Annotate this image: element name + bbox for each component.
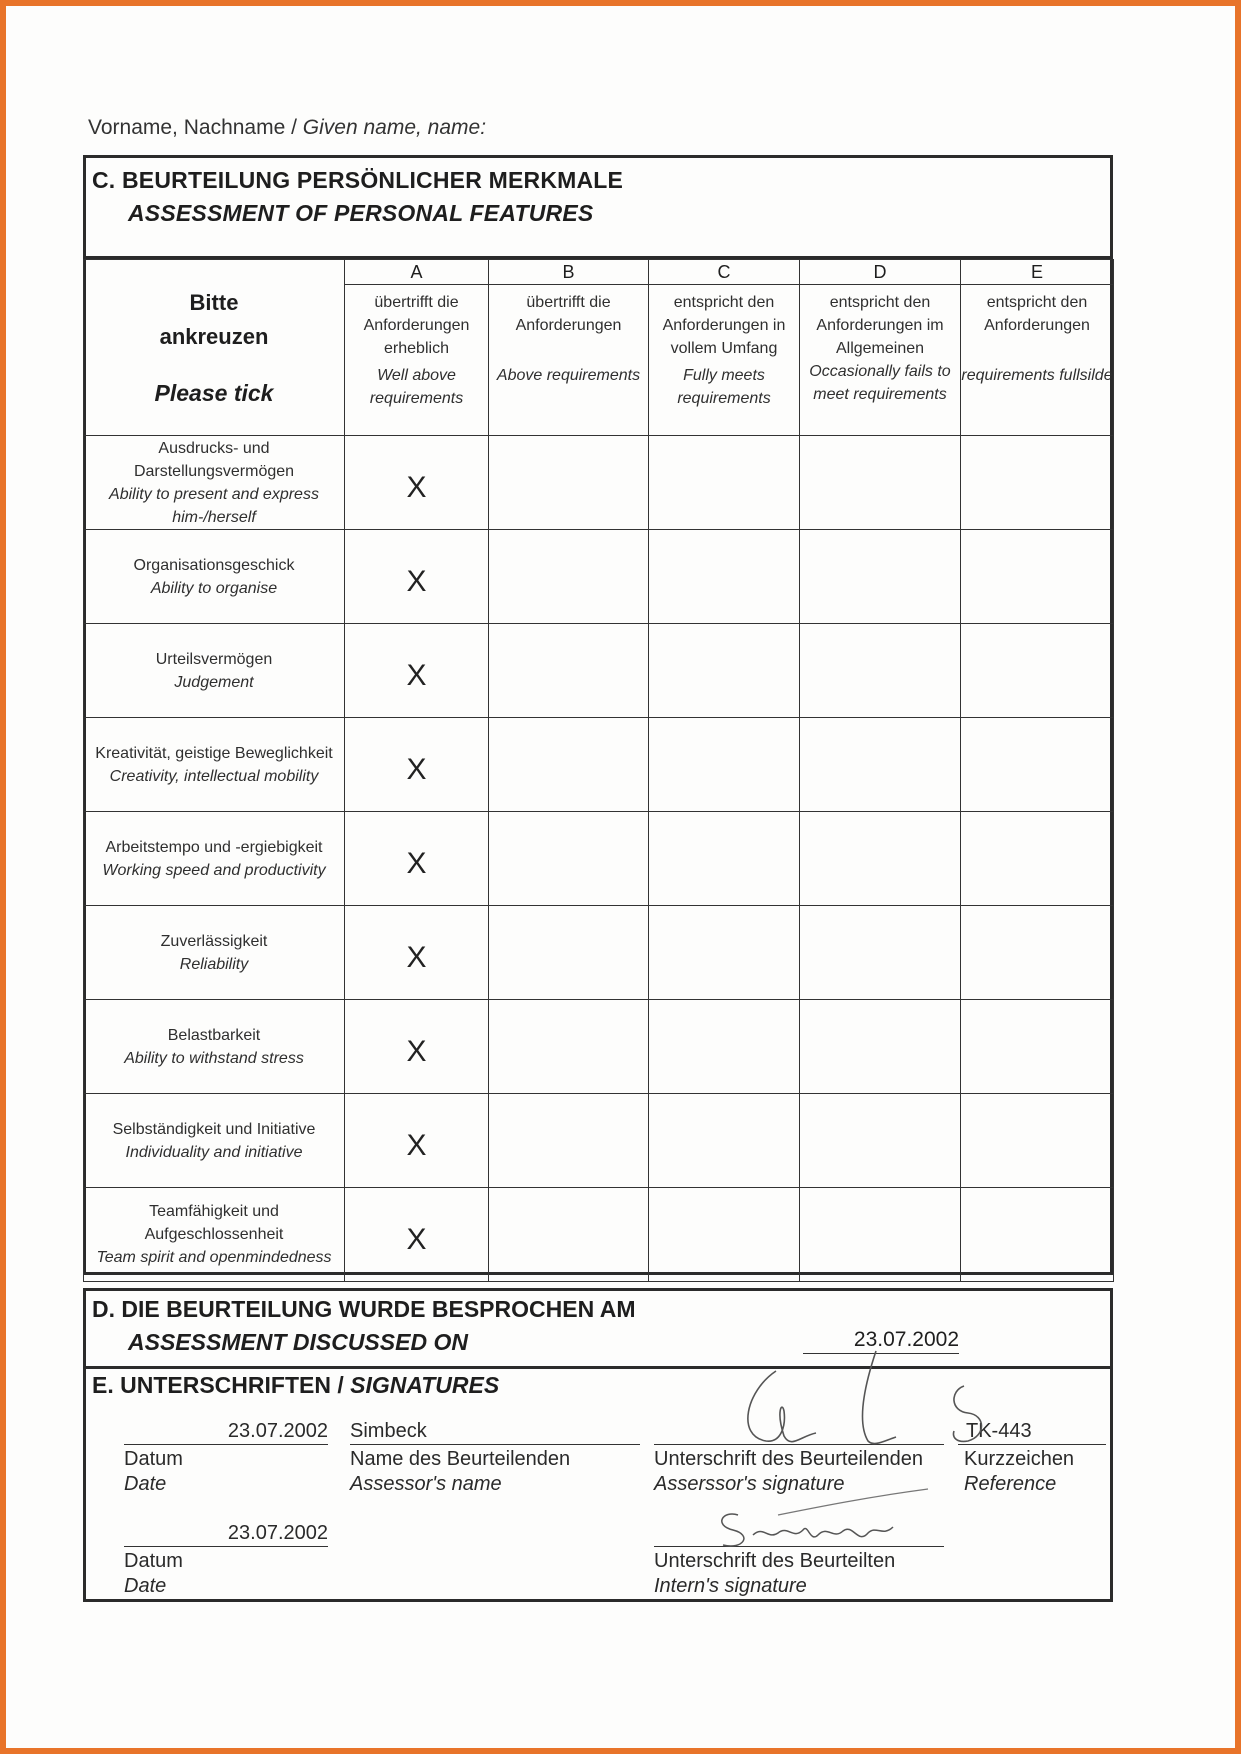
rating-cell-b[interactable] <box>489 530 649 624</box>
rating-cell-d[interactable] <box>800 718 961 812</box>
rating-cell-d[interactable] <box>800 1000 961 1094</box>
column-desc-de: übertrifft die Anforderungen <box>515 294 622 334</box>
criterion-en: Reliability <box>179 955 249 973</box>
rating-cell-e[interactable] <box>961 906 1114 1000</box>
criterion-cell <box>84 812 345 906</box>
intern-signature-scribble <box>678 1485 938 1565</box>
assessor-signature-label-en: Asserssor's signature <box>654 1473 845 1495</box>
criterion-cell <box>84 1000 345 1094</box>
rating-cell-b[interactable] <box>489 812 649 906</box>
assessor-signature-label-de: Unterschrift des Beurteilenden <box>654 1448 924 1470</box>
criterion-en: Judgement <box>174 673 254 691</box>
criterion-de: Selbständigkeit und Initiative <box>112 1120 316 1138</box>
assessment-row <box>84 812 1114 906</box>
tick-mark: X <box>406 564 427 598</box>
section-d-title-de: D. DIE BEURTEILUNG WURDE BESPROCHEN AM <box>92 1296 636 1322</box>
assessment-row <box>84 624 1114 718</box>
date-label-de: Datum <box>124 1448 183 1470</box>
criterion-de: Belastbarkeit <box>167 1026 261 1044</box>
reference-label-de: Kurzzeichen <box>964 1448 1075 1470</box>
section-c-title-en: ASSESSMENT OF PERSONAL FEATURES <box>128 200 594 226</box>
assessment-row <box>84 1094 1114 1188</box>
criterion-cell <box>84 624 345 718</box>
column-desc-c <box>649 285 800 436</box>
rating-cell-e[interactable] <box>961 718 1114 812</box>
tick-mark: X <box>406 1222 427 1256</box>
rating-cell-e[interactable] <box>961 1188 1114 1282</box>
criterion-en: Ability to organise <box>150 579 278 597</box>
section-e-title-en: SIGNATURES <box>350 1372 500 1398</box>
assessment-table <box>83 259 1114 1282</box>
rating-cell-c[interactable] <box>649 1000 800 1094</box>
rating-cell-c[interactable] <box>649 812 800 906</box>
rating-cell-a[interactable] <box>345 436 489 530</box>
reference-label-en: Reference <box>964 1473 1057 1495</box>
criterion-en: Ability to present and express him-/herself <box>109 485 319 526</box>
assessment-row <box>84 1188 1114 1282</box>
assessment-row <box>84 530 1114 624</box>
rating-cell-e[interactable] <box>961 812 1114 906</box>
assessor-name-value: Simbeck <box>350 1419 640 1445</box>
section-c-title <box>92 164 623 230</box>
name-label-en: Given name, name: <box>302 116 487 139</box>
criterion-en: Working speed and productivity <box>102 861 326 879</box>
column-letter-c: C <box>649 260 800 285</box>
criterion-de: Arbeitstempo und -ergiebigkeit <box>105 838 323 856</box>
rating-cell-a[interactable] <box>345 718 489 812</box>
rating-cell-b[interactable] <box>489 1188 649 1282</box>
rating-cell-b[interactable] <box>489 906 649 1000</box>
intern-signature-label-en: Intern's signature <box>654 1575 807 1597</box>
criterion-cell <box>84 718 345 812</box>
date-field-1 <box>124 1419 328 1497</box>
tick-mark: X <box>406 752 427 786</box>
column-desc-a <box>345 285 489 436</box>
column-desc-en: requirements fullsilde <box>961 367 1113 384</box>
date-label-en: Date <box>124 1575 167 1597</box>
section-c-box <box>83 155 1113 1275</box>
rating-cell-a[interactable] <box>345 624 489 718</box>
tick-mark: X <box>406 1034 427 1068</box>
date-label-de: Datum <box>124 1550 183 1572</box>
rating-cell-a[interactable] <box>345 812 489 906</box>
rating-cell-d[interactable] <box>800 530 961 624</box>
column-letter-d: D <box>800 260 961 285</box>
column-desc-en: Above requirements <box>496 367 641 384</box>
criterion-de: Organisationsgeschick <box>133 556 295 574</box>
rating-cell-c[interactable] <box>649 1094 800 1188</box>
assessor-signature-scribble <box>706 1341 1036 1461</box>
assessor-name-label-de: Name des Beurteilenden <box>350 1448 571 1470</box>
rating-cell-a[interactable] <box>345 906 489 1000</box>
date-field-2 <box>124 1521 328 1599</box>
tick-instruction-en: Please tick <box>154 379 274 406</box>
criterion-cell <box>84 436 345 530</box>
column-letter-e: E <box>961 260 1114 285</box>
criterion-de: Ausdrucks- und Darstellungsvermögen <box>133 439 295 480</box>
column-letter-a: A <box>345 260 489 285</box>
rating-cell-d[interactable] <box>800 624 961 718</box>
section-c-title-de: C. BEURTEILUNG PERSÖNLICHER MERKMALE <box>92 167 624 193</box>
column-desc-en: Fully meets requirements <box>677 367 771 407</box>
criterion-cell <box>84 1188 345 1282</box>
criterion-cell <box>84 906 345 1000</box>
rating-cell-c[interactable] <box>649 906 800 1000</box>
rating-cell-a[interactable] <box>345 530 489 624</box>
rating-cell-e[interactable] <box>961 1000 1114 1094</box>
assessment-row <box>84 906 1114 1000</box>
section-e-box <box>83 1366 1113 1602</box>
column-desc-de: entspricht den Anforderungen im Allgemeinen <box>816 294 944 357</box>
criterion-de: Zuverlässigkeit <box>160 932 268 950</box>
tick-mark: X <box>406 470 427 504</box>
rating-cell-e[interactable] <box>961 436 1114 530</box>
rating-cell-b[interactable] <box>489 624 649 718</box>
criterion-cell <box>84 1094 345 1188</box>
criterion-de: Urteilsvermögen <box>155 650 273 668</box>
assessor-name-field <box>350 1419 640 1497</box>
section-d-title <box>92 1293 636 1359</box>
tick-mark: X <box>406 1128 427 1162</box>
criterion-en: Team spirit and openmindedness <box>96 1249 332 1266</box>
assessor-name-label-en: Assessor's name <box>350 1473 502 1495</box>
rating-cell-b[interactable] <box>489 1094 649 1188</box>
rating-cell-b[interactable] <box>489 1000 649 1094</box>
tick-mark: X <box>406 846 427 880</box>
date-value-2: 23.07.2002 <box>124 1521 328 1547</box>
rating-cell-a[interactable] <box>345 1000 489 1094</box>
rating-cell-c[interactable] <box>649 624 800 718</box>
intern-signature-label-de: Unterschrift des Beurteilten <box>654 1550 896 1572</box>
rating-cell-d[interactable] <box>800 812 961 906</box>
assessment-row <box>84 436 1114 530</box>
tick-mark: X <box>406 658 427 692</box>
assessment-rows <box>84 436 1114 1282</box>
tick-instruction-de: Bitte ankreuzen <box>159 289 269 349</box>
rating-cell-b[interactable] <box>489 436 649 530</box>
section-e-title <box>92 1372 499 1399</box>
criterion-en: Ability to withstand stress <box>124 1049 304 1067</box>
section-e-title-de: E. UNTERSCHRIFTEN / <box>92 1372 351 1398</box>
rating-cell-a[interactable] <box>345 1094 489 1188</box>
column-desc-b <box>489 285 649 436</box>
name-line <box>88 116 486 140</box>
discussion-date: 23.07.2002 <box>803 1328 959 1354</box>
assessment-row <box>84 718 1114 812</box>
name-label-de: Vorname, Nachname / <box>88 116 303 139</box>
rating-cell-c[interactable] <box>649 1188 800 1282</box>
criterion-en: Creativity, intellectual mobility <box>109 767 319 785</box>
rating-cell-d[interactable] <box>800 1094 961 1188</box>
date-label-en: Date <box>124 1473 167 1495</box>
column-desc-de: entspricht den Anforderungen <box>984 294 1090 334</box>
tick-instruction <box>84 260 345 436</box>
rating-cell-c[interactable] <box>649 530 800 624</box>
rating-cell-e[interactable] <box>961 530 1114 624</box>
column-desc-en: Occasionally fails to meet requirements <box>809 363 951 403</box>
assessment-row <box>84 1000 1114 1094</box>
column-desc-de: übertrifft die Anforderungen erheblich <box>363 294 470 357</box>
rating-cell-c[interactable] <box>649 436 800 530</box>
section-d-title-en: ASSESSMENT DISCUSSED ON <box>128 1329 468 1355</box>
column-letter-b: B <box>489 260 649 285</box>
rating-cell-b[interactable] <box>489 718 649 812</box>
rating-cell-c[interactable] <box>649 718 800 812</box>
reference-value: TK-443 <box>958 1419 1106 1445</box>
criterion-cell <box>84 530 345 624</box>
rating-cell-a[interactable] <box>345 1188 489 1282</box>
rating-cell-d[interactable] <box>800 436 961 530</box>
column-desc-d <box>800 285 961 436</box>
rating-cell-e[interactable] <box>961 624 1114 718</box>
rating-cell-e[interactable] <box>961 1094 1114 1188</box>
tick-mark: X <box>406 940 427 974</box>
rating-cell-d[interactable] <box>800 906 961 1000</box>
column-desc-de: entspricht den Anforderungen in vollem Umfang <box>662 294 786 357</box>
column-desc-en: Well above requirements <box>369 367 464 407</box>
column-desc-e <box>961 285 1114 436</box>
date-value-1: 23.07.2002 <box>124 1419 328 1445</box>
criterion-de: Teamfähigkeit und Aufgeschlossenheit <box>144 1203 284 1243</box>
criterion-en: Individuality and initiative <box>125 1143 303 1161</box>
rating-cell-d[interactable] <box>800 1188 961 1282</box>
criterion-de: Kreativität, geistige Beweglichkeit <box>95 744 333 762</box>
